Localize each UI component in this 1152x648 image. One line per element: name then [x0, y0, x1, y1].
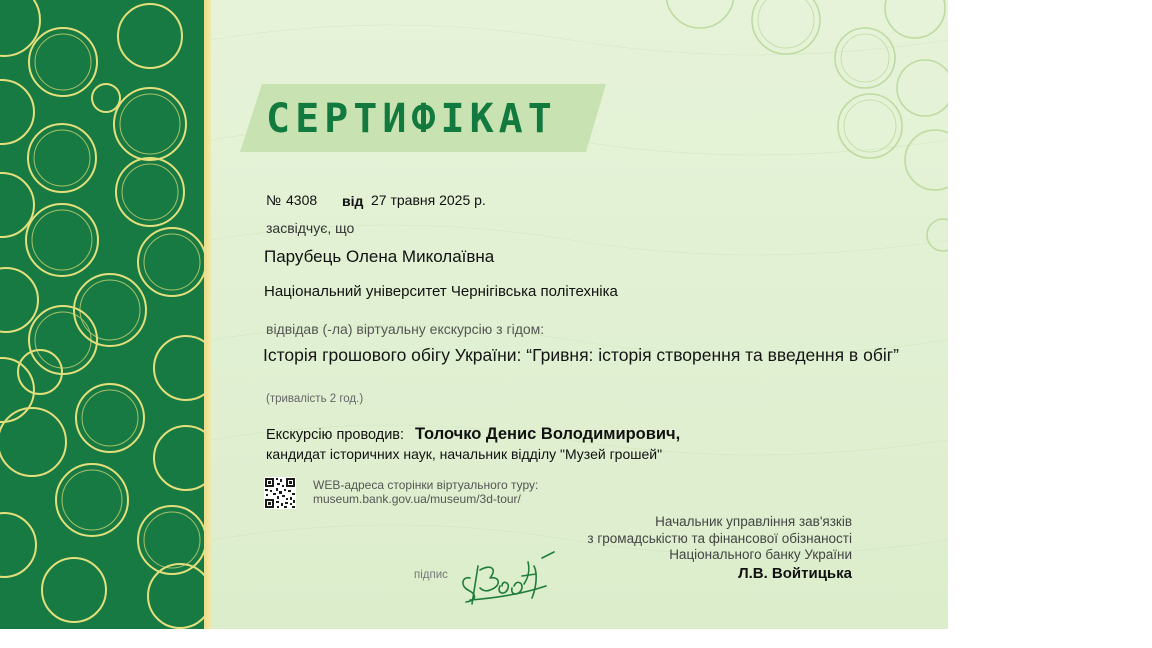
- signer-position-line: Національного банку України: [669, 547, 852, 562]
- signature-icon: [456, 548, 560, 608]
- tour-title: Історія грошового обігу України: “Гривня: історія створення та введення в обіг”: [263, 345, 899, 365]
- recipient-name: Парубець Олена Миколаївна: [264, 247, 495, 266]
- corner-coin-watermark: [650, 0, 948, 280]
- guide-title: кандидат історичних наук, начальник відділу "Музей грошей": [266, 446, 663, 462]
- signer-position: [587, 514, 852, 564]
- guide-label: Екскурсію проводив:: [266, 427, 405, 443]
- web-address-link[interactable]: museum.bank.gov.ua/museum/3d-tour/: [313, 492, 521, 506]
- coin-pattern-band: [0, 0, 204, 629]
- visited-text: відвідав (-ла) віртуальну екскурсію з гідом:: [266, 321, 545, 337]
- certifies-text: засвідчує, що: [266, 220, 355, 236]
- guide-name: Толочко Денис Володимирович,: [415, 425, 681, 443]
- institution-name: Національний університет Чернігівська політехніка: [264, 283, 618, 300]
- web-address-label: WEB-адреса сторінки віртуального туру:: [313, 478, 539, 492]
- certificate-date: 27 травня 2025 р.: [371, 192, 486, 208]
- certificate-number: 4308: [286, 192, 318, 208]
- signer-name: Л.В. Войтицька: [738, 565, 852, 582]
- signer-position-line: з громадськістю та фінансової обізнаності: [587, 530, 852, 546]
- date-label: від: [342, 193, 364, 209]
- duration-text: (тривалість 2 год.): [266, 393, 364, 405]
- signature-label: підпис: [414, 569, 448, 581]
- signer-position-line: Начальник управління зав'язків: [655, 514, 852, 529]
- qr-code-icon[interactable]: [264, 477, 296, 509]
- title-banner: [240, 84, 606, 152]
- number-label: №: [266, 192, 282, 208]
- coin-pattern-icon: [0, 0, 204, 629]
- band-divider-stripe: [204, 0, 211, 629]
- certificate-title: СЕРТИФІКАТ: [266, 96, 557, 142]
